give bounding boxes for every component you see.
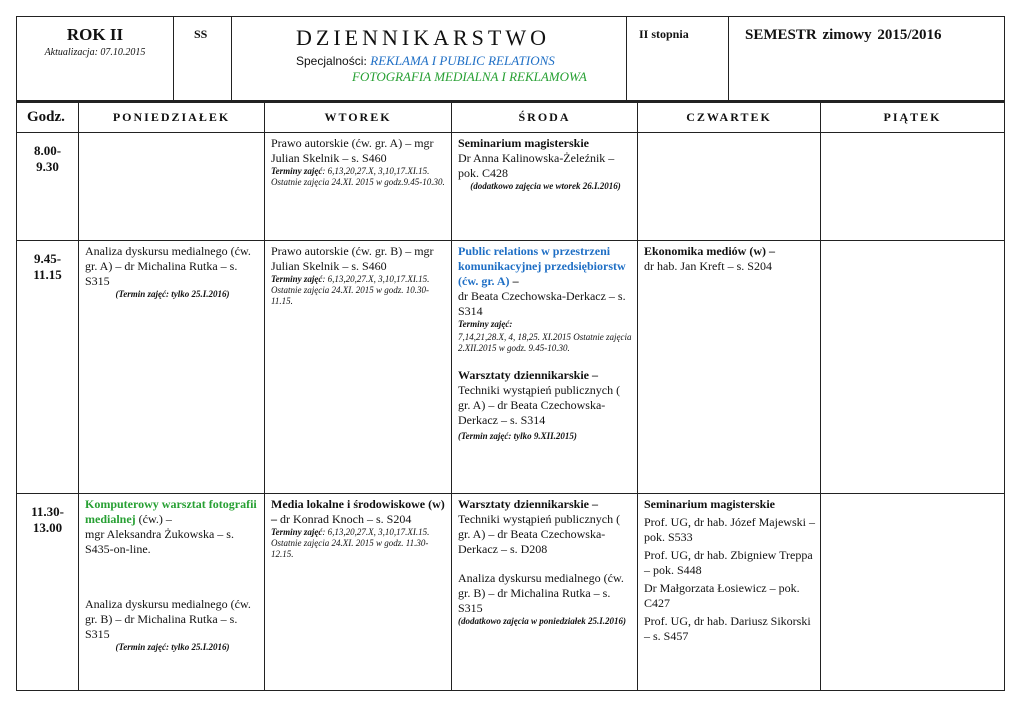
terms-label: Terminy zajęć: [458,319,513,329]
class-entry: Prawo autorskie (ćw. gr. A) – mgr Julian Skelnik – s. S460 [271,136,434,165]
year-label: ROK II [66,25,124,44]
time-slot [17,241,79,494]
class-note: (dodatkowo zajęcia we wtorek 26.I.2016) [470,181,621,191]
time-slot [17,494,79,691]
class-note: (Termin zajęć: tylko 9.XII.2015) [458,431,577,441]
class-entry: Analiza dyskursu medialnego (ćw. gr. B) – dr Michalina Rutka – s. S315 [458,571,624,615]
timetable [16,101,1005,691]
time-end: 13.00 [32,520,63,535]
class-entry: Analiza dyskursu medialnego (ćw. gr. A) – dr Michalina Rutka – s. S315 [85,244,251,288]
update-date: Aktualizacja: 07.10.2015 [44,47,146,58]
thu-slot-2 [638,241,821,494]
thu-slot-3 [638,494,821,691]
class-entry: dr hab. Jan Kreft – s. S204 [644,259,772,273]
terms-label: Terminy zajęć [271,274,323,284]
col-tuesday: WTOREK [265,102,452,133]
terms-dates: : 6,13,20,27.X, 3,10,17.XI.15. Ostatnie zajęcia 24.XI. 2015 w godz. 10.30-11.15. [271,274,430,306]
class-entry: Prof. UG, dr hab. Józef Majewski – pok. S533 [644,515,815,544]
class-note: (Termin zajęć: tylko 25.I.2016) [115,642,230,652]
wed-slot-2 [452,241,638,494]
table-row [17,241,1005,494]
terms-label: Terminy zajęć [271,166,323,176]
class-entry: Dr Anna Kalinowska-Żeleźnik – pok. C428 [458,151,615,180]
title-cell [232,17,627,101]
terms-dates: 7,14,21,28.X, 4, 18,25. XI.2015 Ostatnie zajęcia 2.XII.2015 w godz. 9.45-10.30. [458,332,632,353]
col-wednesday: ŚRODA [452,102,638,133]
header-table [16,16,1005,101]
class-entry: mgr Aleksandra Żukowska – s. S435-on-line. [85,527,234,556]
class-entry: Analiza dyskursu medialnego (ćw. gr. B) – dr Michalina Rutka – s. S315 [85,597,251,641]
class-title: Warsztaty dziennikarskie – [458,497,598,511]
col-monday: PONIEDZIAŁEK [79,102,265,133]
table-row [17,494,1005,691]
col-friday: PIĄTEK [821,102,1005,133]
specializations: Specjalności: REKLAMA I PUBLIC RELATIONS FOTOGRAFIA MEDIALNA I REKLAMOWA [296,53,587,84]
mon-slot-3 [79,494,265,691]
fri-slot-1 [821,133,1005,241]
class-entry: Dr Małgorzata Łosiewicz – pok. C427 [644,581,800,610]
title-dash: – [509,274,519,288]
time-start: 11.30- [31,504,64,519]
class-entry: dr Beata Czechowska-Derkacz – s. S314 [458,289,626,318]
class-entry: Techniki wystąpień publicznych ( gr. A) – dr Beata Czechowska-Derkacz – s. S314 [458,383,621,427]
tue-slot-3 [265,494,452,691]
year-cell [17,17,174,101]
col-hours: Godz. [17,102,79,133]
time-end: 11.15 [33,267,62,282]
class-title: Seminarium magisterskie [644,497,775,511]
study-mode: SS [174,17,232,101]
class-entry: dr Konrad Knoch – s. S204 [277,512,412,526]
time-slot [17,133,79,241]
wed-slot-3 [452,494,638,691]
page-title: DZIENNIKARSTWO [296,25,550,50]
spec-label: Specjalności [296,54,364,68]
class-entry: Techniki wystąpień publicznych ( gr. A) – dr Beata Czechowska-Derkacz – s. D208 [458,512,621,556]
terms-dates: : 6,13,20,27.X, 3,10,17.XI.15. Ostatnie zajęcia 24.XI. 2015 w godz. 11.30-12.15. [271,527,430,559]
class-note: (dodatkowo zajęcia w poniedziałek 25.I.2016) [458,616,626,626]
wed-slot-1 [452,133,638,241]
spec-fotografia: FOTOGRAFIA MEDIALNA I REKLAMOWA [352,69,587,84]
terms-label: Terminy zajęć [271,527,323,537]
time-start: 8.00- [33,143,62,158]
terms-dates: : 6,13,20,27.X, 3,10,17.XI.15. Ostatnie zajęcia 24.XI. 2015 w godz.9.45-10.30. [271,166,445,187]
semester-label: SEMESTR zimowy 2015/2016 [729,17,1005,101]
title-tail: (ćw.) – [135,512,172,526]
class-entry: Prawo autorskie (ćw. gr. B) – mgr Julian Skelnik – s. S460 [271,244,434,273]
tue-slot-2 [265,241,452,494]
class-title: Seminarium magisterskie [458,136,589,150]
class-note: (Termin zajęć: tylko 25.I.2016) [115,289,230,299]
class-title: Komputerowy warsztat fotografii medialnej [85,497,257,526]
fri-slot-2 [821,241,1005,494]
mon-slot-2 [79,241,265,494]
spec-reklama: REKLAMA I PUBLIC RELATIONS [370,53,555,68]
class-entry: Prof. UG, dr hab. Zbigniew Treppa – pok. S448 [644,548,813,577]
column-headers [17,102,1005,133]
class-title: Ekonomika mediów (w) – [644,244,776,258]
schedule-page [16,16,1004,691]
class-title: Warsztaty dziennikarskie – [458,368,598,382]
table-row [17,133,1005,241]
tue-slot-1 [265,133,452,241]
mon-slot-1 [79,133,265,241]
class-title: Media lokalne i środowiskowe (w) – [271,497,445,526]
col-thursday: CZWARTEK [638,102,821,133]
time-start: 9.45- [33,251,62,266]
time-end: 9.30 [36,159,59,174]
class-title: Public relations w przestrzeni komunikacyjnej przedsiębiorstw (ćw. gr. A) [458,244,626,288]
class-entry: Prof. UG, dr hab. Dariusz Sikorski – s. S457 [644,614,811,643]
fri-slot-3 [821,494,1005,691]
thu-slot-1 [638,133,821,241]
degree-level: II stopnia [627,17,729,101]
